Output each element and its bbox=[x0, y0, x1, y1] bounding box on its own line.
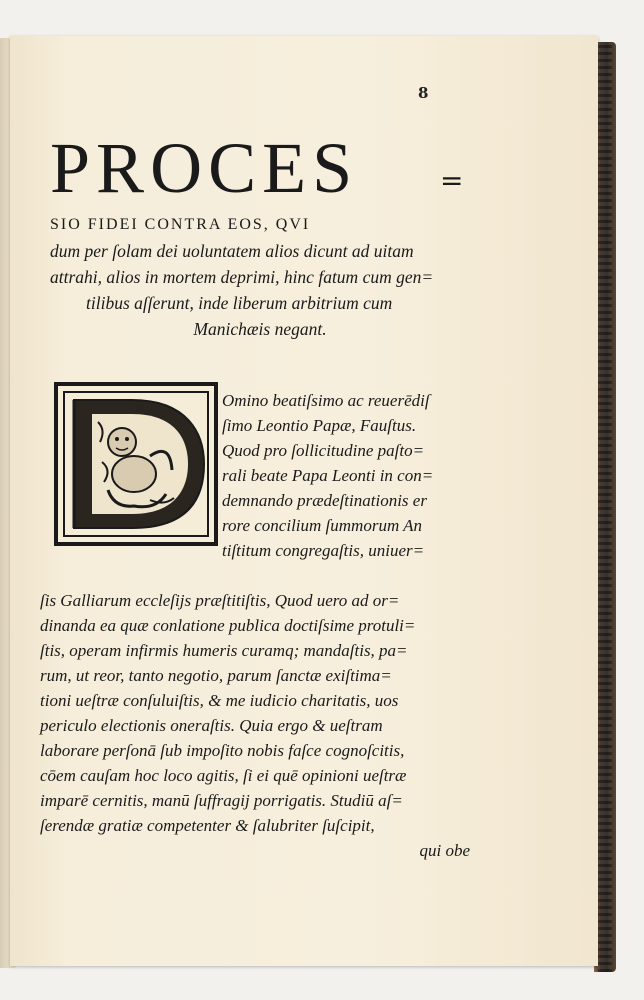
folio-number: 8 bbox=[418, 84, 429, 102]
title-line: tilibus aſſerunt, inde liberum arbitrium cum bbox=[86, 293, 393, 313]
title-line: dum per ſolam dei uoluntatem alios dicunt ad uitam bbox=[50, 241, 414, 261]
body-line: laborare perſonā ſub impoſito nobis faſce cognoſcitis, bbox=[40, 741, 405, 760]
body-beside-initial bbox=[222, 388, 480, 563]
body-line: periculo electionis oneraſtis. Quia ergo & ueſtram bbox=[40, 716, 383, 735]
body-line: cōem cauſam hoc loco agitis, ſi ei quē opinioni ueſtræ bbox=[40, 766, 407, 785]
body-line: dinanda ea quæ conlatione publica doctiſsime protuli= bbox=[40, 616, 416, 635]
body-line: tioni ueſtræ conſuluiſtis, & me iudicio charitatis, uos bbox=[40, 691, 399, 710]
body-line: imparē cernitis, manū ſuffragij porrigatis. Studiū aſ= bbox=[40, 791, 403, 810]
woodcut-initial-image bbox=[54, 382, 218, 546]
body-line: Omino beatiſsimo ac reuerēdiſ bbox=[222, 391, 430, 410]
catchword: qui obe bbox=[419, 841, 470, 860]
body-line: ſerendæ gratiæ competenter & ſalubriter ſuſcipit, bbox=[40, 816, 375, 835]
book-page bbox=[10, 36, 598, 966]
title-break-mark: = bbox=[440, 164, 464, 197]
body-line: ſis Galliarum eccleſijs præſtitiſtis, Quod uero ad or= bbox=[40, 591, 400, 610]
body-line: ſimo Leontio Papæ, Fauſtus. bbox=[222, 416, 417, 435]
body-line: rali beate Papa Leonti in con= bbox=[222, 466, 434, 485]
body-line: demnando prædeſtinationis er bbox=[222, 491, 427, 510]
title-line: SIO FIDEI CONTRA EOS, QVI bbox=[50, 216, 311, 233]
body-line: tiſtitum congregaſtis, uniuer= bbox=[222, 541, 425, 560]
title-line: Manichæis negant. bbox=[193, 319, 327, 339]
title-line: attrahi, alios in mortem deprimi, hinc fatum cum gen= bbox=[50, 267, 434, 287]
title-subtitle bbox=[50, 212, 470, 342]
body-line: rum, ut reor, tanto negotio, parum ſanctæ exiſtima= bbox=[40, 666, 392, 685]
title-heading: PROCES bbox=[50, 128, 359, 208]
body-line: Quod pro ſollicitudine paſto= bbox=[222, 441, 425, 460]
body-line: ſtis, operam infirmis humeris curamq; mandaſtis, pa= bbox=[40, 641, 408, 660]
body-full-width bbox=[40, 588, 470, 863]
decorated-initial bbox=[54, 382, 218, 546]
body-line: rore concilium ſummorum An bbox=[222, 516, 423, 535]
